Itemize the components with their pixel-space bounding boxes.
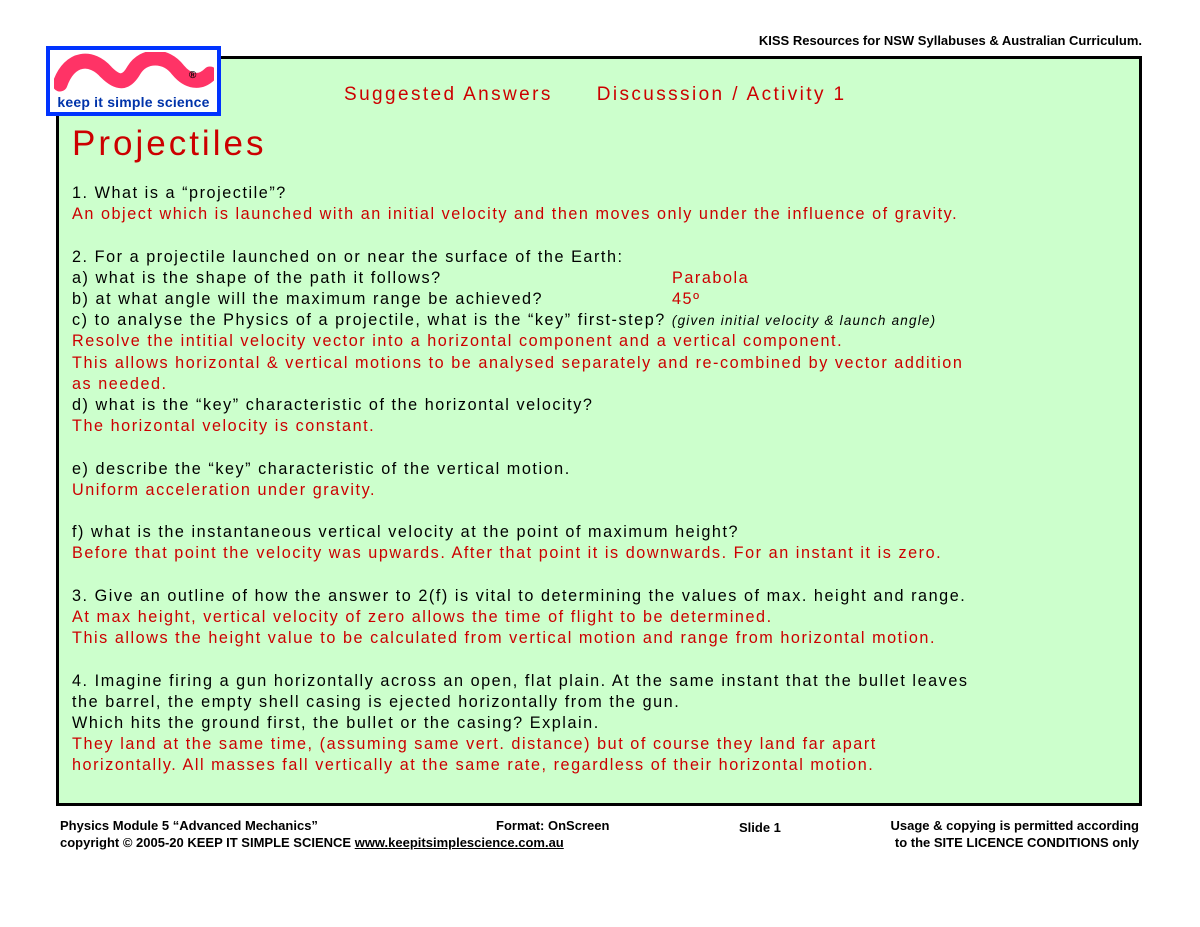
- answer-2c-line-1: Resolve the intitial velocity vector into a horizontal component and a vertical component.: [72, 332, 844, 351]
- question-2d: d) what is the “key” characteristic of the horizontal velocity?: [72, 396, 594, 415]
- kiss-logo: [46, 46, 221, 116]
- footer-module: Physics Module 5 “Advanced Mechanics”: [60, 818, 318, 833]
- header-resources-label: KISS Resources for NSW Syllabuses & Australian Curriculum.: [758, 33, 1142, 48]
- subtitle-activity: Discusssion / Activity 1: [596, 84, 847, 105]
- answer-2e: Uniform acceleration under gravity.: [72, 480, 377, 499]
- answer-2a: Parabola: [672, 268, 750, 287]
- footer-slide-number: Slide 1: [739, 820, 781, 835]
- answer-3-line-2: This allows the height value to be calculated from vertical motion and range from horizontal motion.: [72, 629, 937, 648]
- slide-subtitle: [344, 84, 847, 106]
- question-2c: c) to analyse the Physics of a projectile, what is the “key” first-step?: [72, 311, 666, 330]
- footer-module-info: [60, 817, 564, 851]
- question-2f: f) what is the instantaneous vertical velocity at the point of maximum height?: [72, 523, 740, 542]
- registered-mark: ®: [189, 70, 197, 81]
- question-2c-note: (given initial velocity & launch angle): [671, 313, 937, 329]
- answer-2b: 45º: [672, 290, 701, 308]
- footer-usage: [846, 817, 1139, 851]
- question-3: 3. Give an outline of how the answer to 2(f) is vital to determining the values of max. height and range.: [72, 586, 967, 605]
- question-4-line-3: Which hits the ground first, the bullet or the casing? Explain.: [72, 714, 600, 732]
- footer-usage-line-2: to the SITE LICENCE CONDITIONS only: [894, 835, 1139, 850]
- question-2b-row: [72, 289, 1132, 310]
- footer-usage-line-1: Usage & copying is permitted according: [890, 818, 1139, 833]
- question-2b: b) at what angle will the maximum range be achieved?: [72, 290, 544, 308]
- footer-format: Format: OnScreen: [496, 818, 610, 833]
- question-4-line-2: the barrel, the empty shell casing is ejected horizontally from the gun.: [72, 692, 681, 711]
- answer-2c-line-2: This allows horizontal & vertical motions to be analysed separately and re-combined by vector addition: [72, 353, 964, 372]
- logo-text: keep it simple science: [57, 94, 210, 110]
- question-2a-row: [72, 268, 1132, 289]
- answer-1: An object which is launched with an initial velocity and then moves only under the influence of gravity.: [72, 205, 959, 224]
- answer-2d: The horizontal velocity is constant.: [72, 417, 376, 436]
- qa-content: [72, 183, 1132, 777]
- question-2: 2. For a projectile launched on or near the surface of the Earth:: [72, 247, 624, 266]
- footer-copyright: copyright © 2005-20 KEEP IT SIMPLE SCIENCE www.keepitsimplescience.com.au: [60, 835, 564, 850]
- answer-4-line-1: They land at the same time, (assuming same vert. distance) but of course they land far apart: [72, 735, 877, 754]
- answer-3-line-1: At max height, vertical velocity of zero allows the time of flight to be determined.: [72, 608, 773, 626]
- subtitle-suggested-answers: Suggested Answers: [344, 84, 553, 105]
- question-1: 1. What is a “projectile”?: [72, 184, 287, 202]
- page-title: Projectiles: [72, 124, 267, 163]
- answer-4-line-2: horizontally. All masses fall vertically at the same rate, regardless of their horizontal motion.: [72, 756, 875, 775]
- website-link[interactable]: www.keepitsimplescience.com.au: [354, 835, 564, 850]
- answer-2f: Before that point the velocity was upwards. After that point it is downwards. For an instant it is zero.: [72, 544, 943, 563]
- question-2c-row: [72, 310, 1132, 331]
- question-2a: a) what is the shape of the path it follows?: [72, 268, 442, 287]
- answer-2c-line-3: as needed.: [72, 374, 168, 393]
- question-4-line-1: 4. Imagine firing a gun horizontally across an open, flat plain. At the same instant that the bullet leaves: [72, 671, 969, 690]
- question-2e: e) describe the “key” characteristic of the vertical motion.: [72, 459, 571, 478]
